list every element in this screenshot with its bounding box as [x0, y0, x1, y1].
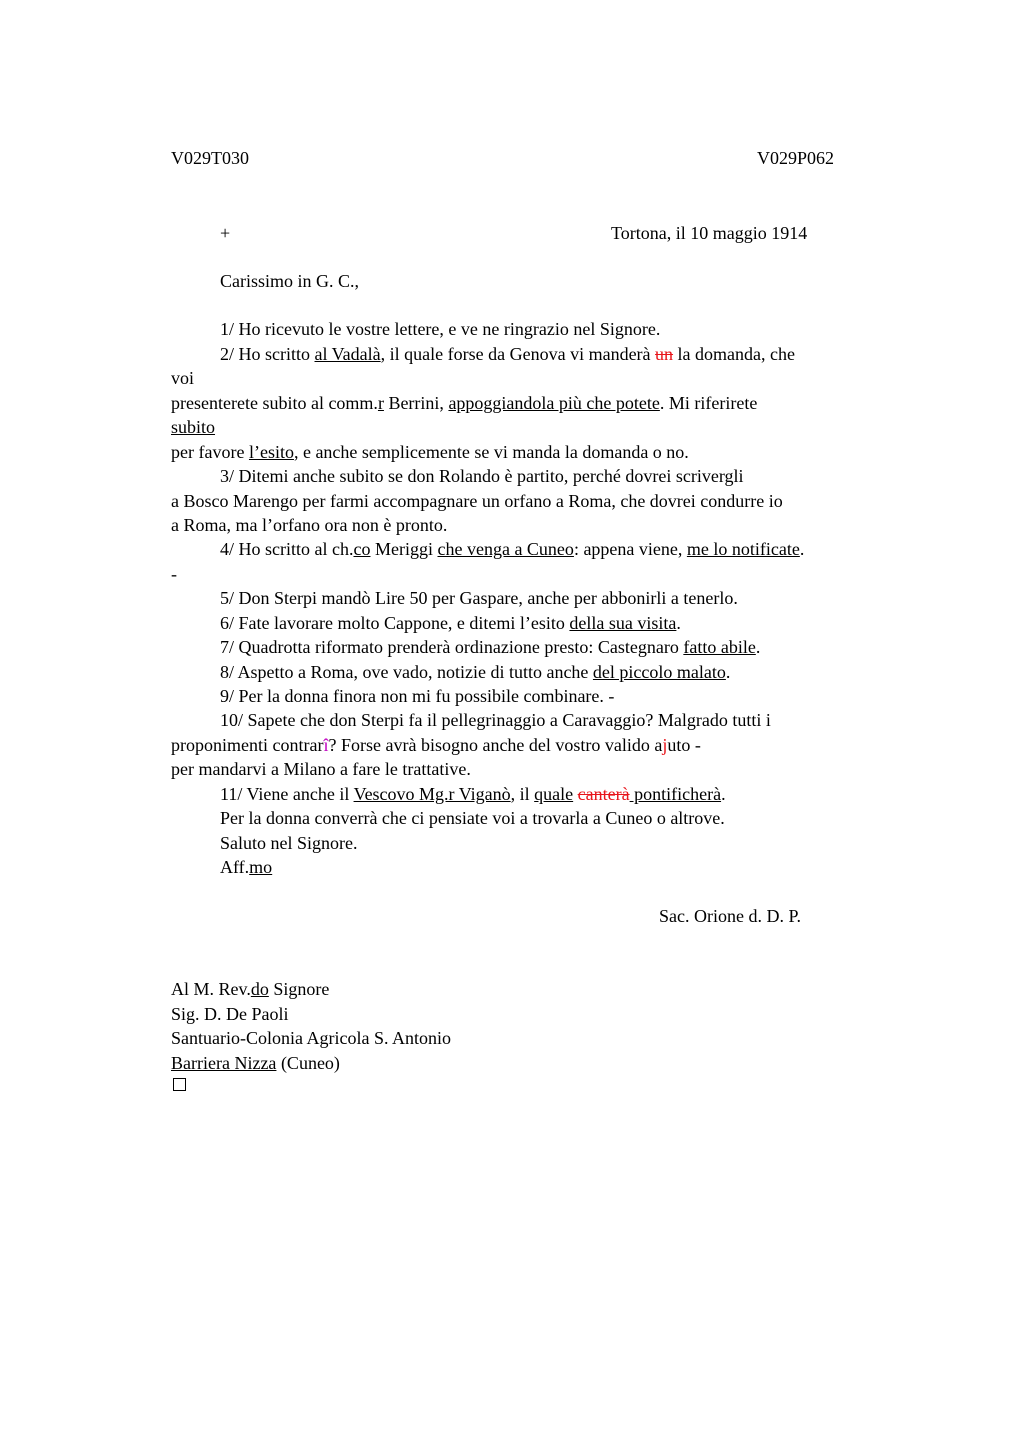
signature: Sac. Orione d. D. P.: [659, 906, 801, 926]
paragraph-6: 6/ Fate lavorare molto Cappone, e ditemi l’esito della sua visita.: [220, 613, 681, 633]
paragraph-9: 9/ Per la donna finora non mi fu possibile combinare. -: [220, 686, 615, 706]
paragraph-12: Per la donna converrà che ci pensiate voi a trovarla a Cuneo o altrove.: [220, 808, 725, 828]
closing: Saluto nel Signore.: [220, 833, 358, 853]
paragraph-10-line-2: proponimenti contrarî? Forse avrà bisogno anche del vostro valido ajuto -: [171, 735, 701, 755]
address-line-4: Barriera Nizza (Cuneo): [171, 1053, 340, 1073]
paragraph-2-line-4: subito: [171, 417, 216, 437]
paragraph-4-line-1: 4/ Ho scritto al ch.co Meriggi che venga a Cuneo: appena viene, me lo notificate.: [220, 539, 805, 559]
cross-symbol: +: [220, 223, 231, 243]
paragraph-5: 5/ Don Sterpi mandò Lire 50 per Gaspare, anche per abbonirli a tenerlo.: [220, 588, 738, 608]
paragraph-2-line-5: per favore l’esito, e anche semplicemente se vi manda la domanda o no.: [171, 442, 689, 462]
place-date: Tortona, il 10 maggio 1914: [611, 223, 808, 243]
document-code-right: V029P062: [757, 148, 835, 168]
paragraph-2-line-1: 2/ Ho scritto al Vadalà, il quale forse da Genova vi manderà un la domanda, che: [220, 344, 795, 364]
paragraph-2-line-2: voi: [171, 368, 195, 388]
paragraph-10-line-1: 10/ Sapete che don Sterpi fa il pellegrinaggio a Caravaggio? Malgrado tutti i: [220, 710, 771, 730]
salutation: Carissimo in G. C.,: [220, 271, 360, 291]
paragraph-3-line-2: a Bosco Marengo per farmi accompagnare un orfano a Roma, che dovrei condurre io: [171, 491, 783, 511]
paragraph-4-line-2: -: [171, 564, 177, 584]
document-code-left: V029T030: [171, 148, 249, 168]
deleted-word: canterà: [577, 784, 630, 804]
paragraph-1: 1/ Ho ricevuto le vostre lettere, e ve ne ringrazio nel Signore.: [220, 319, 661, 339]
closing-aff: Aff.mo: [220, 857, 273, 877]
deleted-word: un: [655, 344, 674, 364]
paragraph-8: 8/ Aspetto a Roma, ove vado, notizie di tutto anche del piccolo malato.: [220, 662, 731, 682]
paragraph-7: 7/ Quadrotta riformato prenderà ordinazione presto: Castegnaro fatto abile.: [220, 637, 761, 657]
paragraph-10-line-3: per mandarvi a Milano a fare le trattative.: [171, 759, 471, 779]
paragraph-3-line-1: 3/ Ditemi anche subito se don Rolando è partito, perché dovrei scrivergli: [220, 466, 744, 486]
address-line-2: Sig. D. De Paoli: [171, 1004, 289, 1024]
paragraph-11: 11/ Viene anche il Vescovo Mg.r Viganò, il quale canterà pontificherà.: [220, 784, 726, 804]
paragraph-3-line-3: a Roma, ma l’orfano ora non è pronto.: [171, 515, 448, 535]
address-line-1: Al M. Rev.do Signore: [171, 979, 330, 999]
paragraph-2-line-3: presenterete subito al comm.r Berrini, appoggiandola più che potete. Mi riferirete: [171, 393, 758, 413]
address-line-3: Santuario-Colonia Agricola S. Antonio: [171, 1028, 451, 1048]
square-symbol-icon: [173, 1078, 186, 1091]
